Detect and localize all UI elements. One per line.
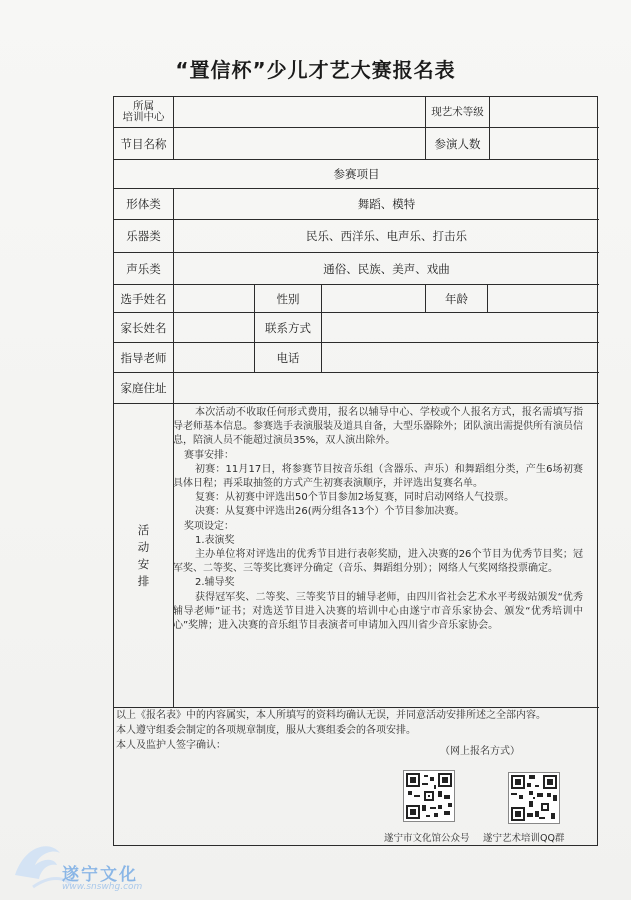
teacher-label: 指导老师: [120, 350, 167, 365]
schedule-title: 赛事安排：: [184, 449, 234, 461]
contestant-name-field[interactable]: [174, 285, 254, 312]
contact-label: 联系方式: [265, 320, 311, 335]
gender-field[interactable]: [322, 285, 425, 312]
consent-line-1: 以上《报名表》中的内容属实，本人所填写的资料均确认无误，并同意活动安排所述之全部内容。: [116, 710, 546, 721]
address-label: 家庭住址: [120, 381, 167, 395]
qr-code-right-icon: [509, 773, 559, 823]
training-center-field[interactable]: [174, 97, 425, 127]
consent-line-3: 本人及监护人签字确认：: [116, 740, 226, 751]
address-field[interactable]: [174, 373, 599, 403]
performance-award-title: 1.表演奖: [195, 534, 235, 546]
coaching-award-title: 2.辅导奖: [195, 577, 235, 589]
qr-caption-right: 遂宁艺术培训QQ群: [483, 833, 565, 844]
instrument-category-value: 民乐、西洋乐、电声乐、打击乐: [306, 229, 467, 243]
performer-count-label: 参演人数: [434, 136, 481, 151]
parent-name-label: 家长姓名: [120, 320, 167, 335]
contestant-name-label: 选手姓名: [120, 291, 167, 306]
training-center-label: 所属 培训中心: [122, 100, 165, 123]
arrangement-label: 活 动 安 排: [137, 522, 150, 588]
form-title: “置信杯”少儿才艺大赛报名表: [175, 58, 456, 82]
arrangement-text: [173, 406, 583, 633]
age-label: 年龄: [445, 291, 468, 306]
body-category-value: 舞蹈、模特: [357, 197, 416, 211]
performance-award-paragraph: 主办单位将对评选出的优秀节目进行表彰奖励，进入决赛的26个节目为优秀节目奖；冠军奖、二等奖、三等奖比赛评分确定（音乐、舞蹈组分别）；网络人气奖网络投票确定。: [173, 549, 583, 575]
coaching-award-paragraph: 获得冠军奖、二等奖、三等奖节目的辅导老师，由四川省社会艺术水平考级站颁发“优秀辅导老师”证书；对选送节目进入决赛的培训中心由遂宁市音乐家协会、颁发“优秀培训中心”奖牌；进入决赛的音乐组节目表演者可申请加入四川省少音乐家协会。: [173, 591, 583, 632]
semifinal-paragraph: 复赛：从初赛中评选出50个节目参加2场复赛，同时启动网络人气投票。: [195, 492, 515, 504]
qr-code-left-icon: [404, 771, 454, 821]
program-name-label: 节目名称: [120, 136, 167, 151]
vocal-category-value: 通俗、民族、美声、戏曲: [323, 261, 450, 276]
performer-count-field[interactable]: [490, 128, 599, 159]
consent-line-2: 本人遵守组委会制定的各项规章制度，服从大赛组委会的各项安排。: [116, 725, 416, 736]
watermark-text: 遂宁文化: [62, 865, 138, 885]
gender-label: 性别: [276, 291, 300, 306]
vocal-category-label: 声乐类: [126, 261, 161, 276]
categories-header: 参赛项目: [333, 167, 380, 181]
phone-label: 电话: [276, 350, 300, 365]
art-grade-field[interactable]: [490, 97, 599, 127]
row-divider: [114, 403, 599, 404]
fee-paragraph: 本次活动不收取任何形式费用，报名以辅导中心、学校或个人报名方式，报名需填写指导老师基本信息。参赛选手表演服装及道具自备，大型乐器除外；团队演出需提供所有演员信息，陪演人员不能超过演员35%，双人演出除外。: [173, 407, 583, 447]
parent-name-field[interactable]: [174, 313, 254, 342]
preliminary-paragraph: 初赛：11月17日，将参赛节目按音乐组（含器乐、声乐）和舞蹈组分类，产生6场初赛具体日程；再采取抽签的方式产生初赛表演顺序，并评选出复赛名单。: [173, 463, 583, 490]
art-grade-label: 现艺术等级: [431, 106, 484, 118]
contact-field[interactable]: [322, 313, 599, 342]
awards-title: 奖项设定：: [184, 520, 234, 532]
qr-code-left[interactable]: [403, 770, 455, 822]
phone-field[interactable]: [322, 343, 599, 372]
watermark-url: www.snswhg.com: [62, 882, 143, 892]
qr-code-right[interactable]: [508, 772, 560, 824]
instrument-category-label: 乐器类: [126, 229, 161, 243]
age-field[interactable]: [488, 285, 599, 312]
program-name-field[interactable]: [174, 128, 425, 159]
body-category-label: 形体类: [126, 197, 161, 211]
final-paragraph: 决赛：从复赛中评选出26(两分组各13个）个节目参加决赛。: [195, 506, 465, 518]
teacher-field[interactable]: [174, 343, 254, 372]
online-registration-note: （网上报名方式）: [440, 746, 520, 757]
qr-caption-left: 遂宁市文化馆公众号: [384, 833, 470, 844]
consent-statement: [116, 708, 594, 753]
